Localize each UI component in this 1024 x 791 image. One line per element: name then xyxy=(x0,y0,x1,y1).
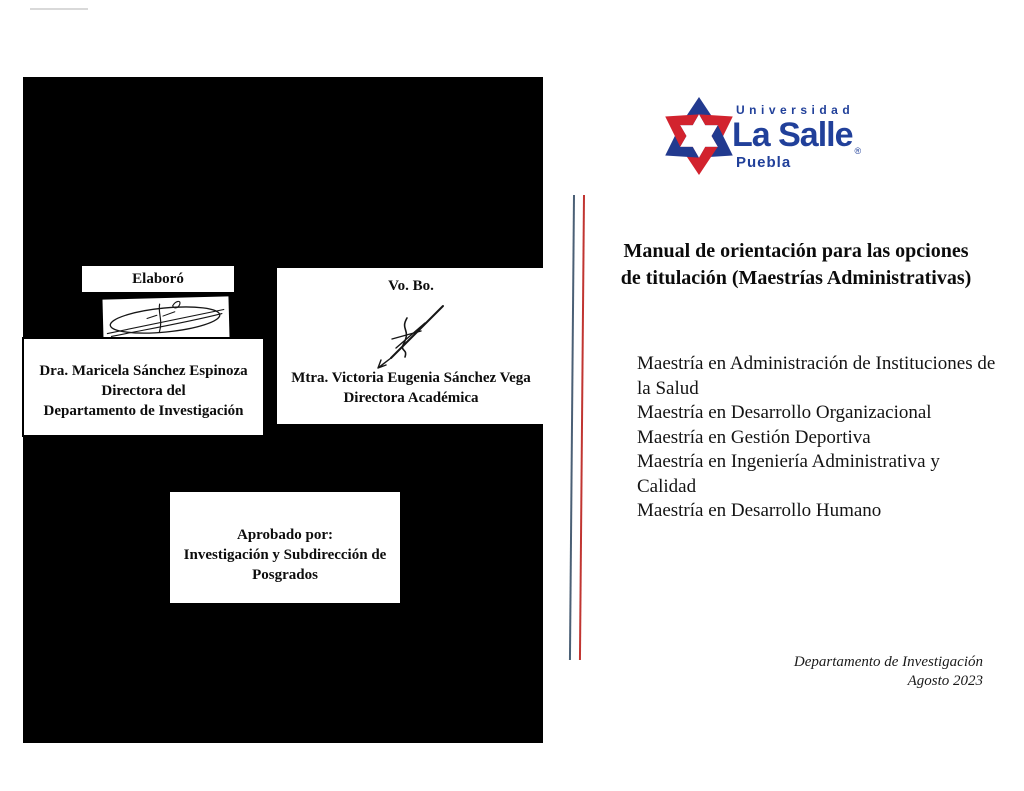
footer-department: Departamento de Investigación xyxy=(793,654,983,670)
scan-artifact-line xyxy=(30,8,88,10)
document-title-line2: de titulación (Maestrías Administrativas) xyxy=(620,267,972,289)
lasalle-logo-text xyxy=(732,96,861,171)
vobo-signature-icon xyxy=(363,302,453,370)
registered-mark: ® xyxy=(854,146,862,156)
program-line: Maestría en Desarrollo Organizacional xyxy=(637,402,932,423)
elaboro-name-box xyxy=(22,337,265,437)
document-footer xyxy=(683,653,983,691)
document-title xyxy=(602,238,990,292)
logo-city-text: Puebla xyxy=(736,154,792,171)
divider-rule-red xyxy=(579,195,585,660)
logo-brand-text: La Salle xyxy=(732,116,853,154)
program-line: Maestría en Gestión Deportiva xyxy=(637,426,871,448)
vobo-name-block xyxy=(277,368,545,408)
elaboro-role-line2: Departamento de Investigación xyxy=(43,403,244,419)
document-title-line1: Manual de orientación para las opciones xyxy=(623,240,969,262)
elaboro-signature-icon xyxy=(102,296,229,340)
elaboro-box xyxy=(80,264,236,294)
program-line: Maestría en Desarrollo Humano xyxy=(637,500,882,521)
program-list xyxy=(637,352,997,524)
aprobado-box xyxy=(170,492,400,603)
vobo-name: Mtra. Victoria Eugenia Sánchez Vega xyxy=(291,370,531,386)
footer-date: Agosto 2023 xyxy=(907,673,983,689)
vobo-box xyxy=(277,268,545,424)
elaboro-role-line1: Directora del xyxy=(101,383,186,399)
lasalle-star-icon xyxy=(660,96,738,176)
program-line: Maestría en Administración de Instituciones de xyxy=(637,353,996,374)
elaboro-label: Elaboró xyxy=(132,271,184,287)
divider-rule-blue xyxy=(569,195,575,660)
vobo-role: Directora Académica xyxy=(343,390,479,406)
program-line: Calidad xyxy=(637,475,697,497)
program-line: la Salud xyxy=(637,377,699,399)
aprobado-line3: Posgrados xyxy=(252,567,318,583)
elaboro-name: Dra. Maricela Sánchez Espinoza xyxy=(39,363,248,379)
aprobado-line1: Aprobado por: xyxy=(237,527,333,543)
vobo-label: Vo. Bo. xyxy=(388,278,434,294)
logo-universidad-text: Universidad xyxy=(736,103,855,117)
program-line: Maestría en Ingeniería Administrativa y xyxy=(637,451,940,472)
elaboro-signature-patch xyxy=(102,296,229,340)
aprobado-line2: Investigación y Subdirección de xyxy=(183,547,387,563)
lasalle-logo xyxy=(660,96,861,176)
